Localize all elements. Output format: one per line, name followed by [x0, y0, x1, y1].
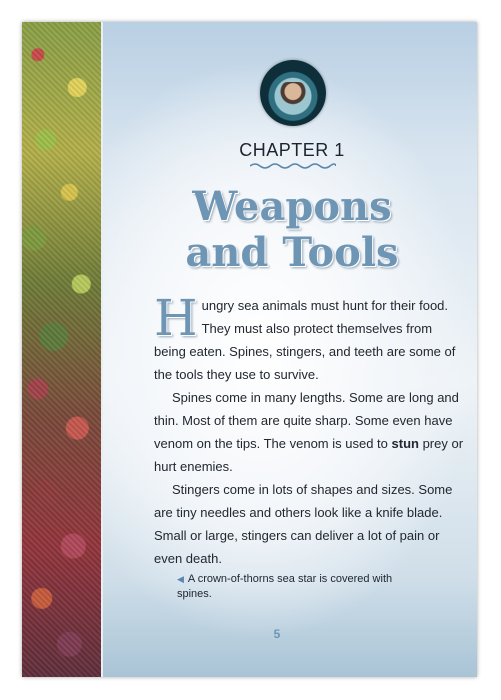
paragraph-1 — [154, 289, 464, 386]
paragraph-2-text-end: prey or hurt enemies. — [154, 436, 464, 474]
paragraph-2 — [154, 386, 464, 478]
photo-caption — [177, 572, 407, 602]
diver-icon — [260, 60, 326, 126]
paragraph-2-text-start: Spines come in many lengths. Some are long and thin. Most of them are quite sharp. Some even have venom on the tips. The venom is used to — [154, 390, 459, 451]
photo-border — [101, 22, 103, 677]
page-number: 5 — [273, 627, 281, 641]
caption-arrow-icon: ◀ — [177, 574, 184, 584]
chapter-label: CHAPTER 1 — [239, 140, 345, 160]
drop-cap: H — [154, 289, 198, 347]
vocabulary-word: stun — [391, 436, 419, 451]
body-text — [154, 289, 464, 570]
paragraph-3: Stingers come in lots of shapes and sizes. Some are tiny needles and others look like a knife blade. Small or large, stingers can deliver a lot of pain or even death. — [154, 482, 453, 566]
wave-divider — [250, 162, 336, 170]
chapter-title-line-1: Weapons — [192, 183, 392, 230]
coral-reef-photo — [22, 22, 101, 677]
book-page — [22, 22, 477, 677]
chapter-title-line-2: and Tools — [185, 229, 399, 276]
chapter-title — [117, 184, 467, 276]
caption-text: A crown-of-thorns sea star is covered with spines. — [177, 573, 393, 600]
paragraph-1-text: ungry sea animals must hunt for their food. They must also protect themselves from being eaten. Spines, stingers, and teeth are some of the tools they use to survive. — [154, 298, 456, 382]
